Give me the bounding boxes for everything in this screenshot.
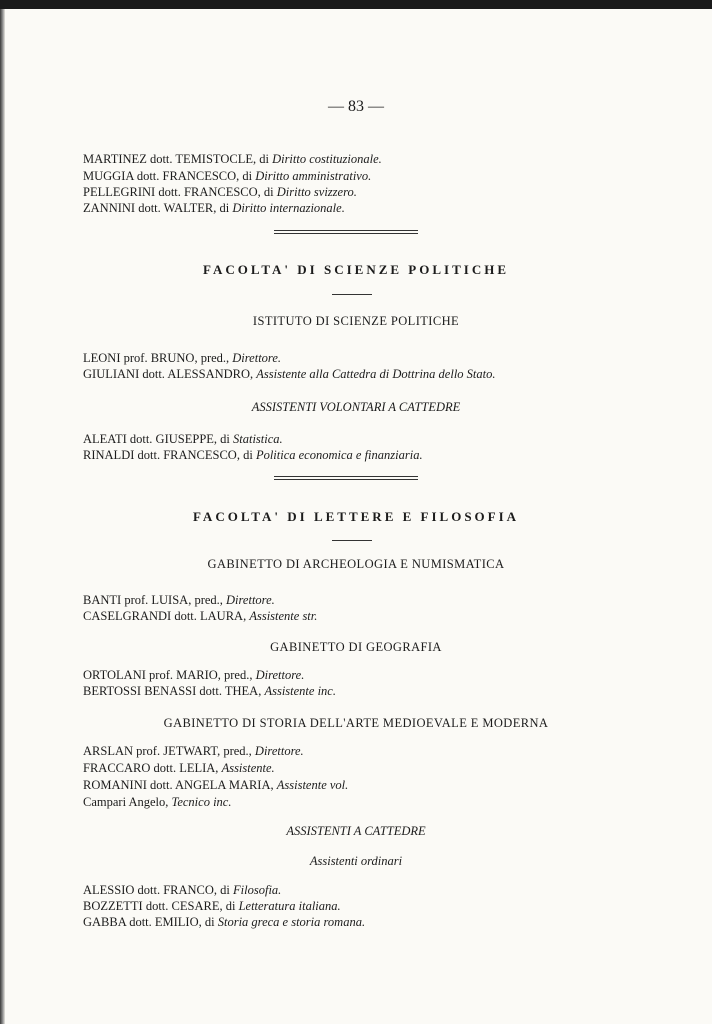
cabinet-heading: GABINETTO DI GEOGRAFIA (270, 640, 442, 654)
list-item: RINALDI dott. FRANCESCO, di Politica economica e finanziaria. (83, 448, 423, 462)
section-divider (274, 476, 418, 480)
list-item: GIULIANI dott. ALESSANDRO, Assistente alla Cattedra di Dottrina dello Stato. (83, 367, 496, 381)
faculty-heading: FACOLTA' DI SCIENZE POLITICHE (202, 262, 509, 277)
list-item: MUGGIA dott. FRANCESCO, di Diritto amministrativo. (83, 169, 372, 183)
list-item: FRACCARO dott. LELIA, Assistente. (83, 761, 275, 775)
institute-heading: ISTITUTO DI SCIENZE POLITICHE (252, 314, 460, 328)
list-item: PELLEGRINI dott. FRANCESCO, di Diritto svizzero. (83, 185, 357, 199)
list-item: ALESSIO dott. FRANCO, di Filosofia. (83, 883, 282, 897)
subsection-heading: ASSISTENTI VOLONTARI A CATTEDRE (251, 400, 461, 414)
list-item: BANTI prof. LUISA, pred., Direttore. (83, 593, 275, 607)
cabinet-heading: GABINETTO DI ARCHEOLOGIA E NUMISMATICA (207, 557, 505, 571)
subsection-heading: ASSISTENTI A CATTEDRE (286, 824, 426, 838)
heading-rule (332, 540, 372, 541)
page-number: — 83 — (328, 98, 384, 115)
list-item: GABBA dott. EMILIO, di Storia greca e storia romana. (83, 915, 366, 929)
faculty-heading: FACOLTA' DI LETTERE E FILOSOFIA (192, 509, 520, 524)
list-item: CASELGRANDI dott. LAURA, Assistente str. (83, 609, 318, 623)
heading-rule (332, 294, 372, 295)
section-divider (274, 230, 418, 234)
cabinet-heading: GABINETTO DI STORIA DELL'ARTE MEDIOEVALE E MODERNA (163, 716, 549, 730)
list-item: LEONI prof. BRUNO, pred., Direttore. (83, 351, 281, 365)
list-item: MARTINEZ dott. TEMISTOCLE, di Diritto costituzionale. (83, 152, 382, 166)
list-item: BOZZETTI dott. CESARE, di Letteratura italiana. (83, 899, 341, 913)
list-item: BERTOSSI BENASSI dott. THEA, Assistente inc. (83, 684, 336, 698)
list-item: ORTOLANI prof. MARIO, pred., Direttore. (83, 668, 305, 682)
subsection-subheading: Assistenti ordinari (309, 854, 403, 868)
list-item: ARSLAN prof. JETWART, pred., Direttore. (83, 744, 304, 758)
list-item: ALEATI dott. GIUSEPPE, di Statistica. (83, 432, 283, 446)
list-item: ZANNINI dott. WALTER, di Diritto internazionale. (83, 201, 345, 215)
list-item: ROMANINI dott. ANGELA MARIA, Assistente vol. (83, 778, 349, 792)
scan-top-edge (0, 0, 712, 9)
list-item: Campari Angelo, Tecnico inc. (83, 795, 232, 809)
